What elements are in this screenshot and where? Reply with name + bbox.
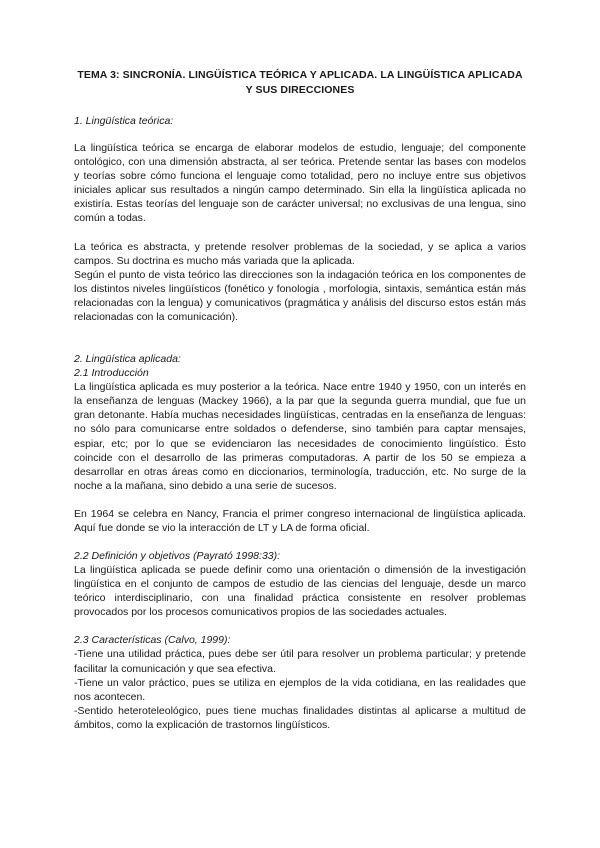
document-title: TEMA 3: SINCRONÍA. LINGÜÍSTICA TEÓRICA Y APLICADA. LA LINGÜÍSTICA APLICADA Y SUS DIRECCIONES	[77, 69, 523, 96]
subsection-heading-intro: 2.1 Introducción	[74, 367, 149, 380]
list-item: -Tiene una utilidad práctica, pues debe ser útil para resolver un problema particular; y pretende facilitar la comunicación y que sea efectiva.	[74, 648, 526, 675]
paragraph: La lingüística aplicada se puede definir como una orientación o dimensión de la investigación lingüística en el conjunto de campos de estudio de las ciencias del lenguaje, desde un marco teórico interdisciplinario, con una finalidad práctica consistente en resolver problemas provocados por los procesos comunicativos propios de las sociedades actuales.	[74, 564, 526, 619]
list-item: -Tiene un valor práctico, pues se utiliza en ejemplos de la vida cotidiana, en las realidades que nos acontecen.	[74, 676, 526, 703]
section-heading-theoretical: 1. Lingüística teórica:	[74, 115, 174, 127]
paragraph: La teórica es abstracta, y pretende resolver problemas de la sociedad, y se aplica a varios campos. Su doctrina es mucho más variada que la aplicada.	[74, 240, 526, 267]
section-heading-applied: 2. Lingüística aplicada:	[74, 353, 181, 366]
paragraph: Según el punto de vista teórico las direcciones son la indagación teórica en los componentes de los distintos niveles lingüísticos (fonético y fonologia , morfologia, sintaxis, semántica están más relacionadas con la lengua) y comunicativos (pragmática y análisis del discurso estos están más relacionadas con la comunicación).	[74, 268, 526, 324]
paragraph: En 1964 se celebra en Nancy, Francia el primer congreso internacional de lingüística aplicada. Aquí fue donde se vio la interacción de LT y LA de forma oficial.	[74, 507, 526, 534]
list-item: -Sentido heteroteleológico, pues tiene muchas finalidades distintas al aplicarse a multitud de ámbitos, como la explicación de trastornos lingüísticos.	[74, 704, 526, 731]
subsection-heading-definition: 2.2 Definición y objetivos (Payrató 1998:33):	[74, 550, 281, 563]
document-page	[74, 68, 526, 732]
subsection-heading-characteristics: 2.3 Características (Calvo, 1999):	[74, 634, 231, 647]
paragraph: La lingüística aplicada es muy posterior a la teórica. Nace entre 1940 y 1950, con un interés en la enseñanza de lenguas (Mackey 1966), a la par que la segunda guerra mundial, que fue un gran detonante. Había muchas necesidades lingüísticas, centradas en la enseñanza de lenguas: no sólo para comunicarse entre soldados o defenderse, sino también para captar mensajes, espiar, etc; por lo que se evidenciaron las necesidades de conocimiento lingüístico. Ésto coincide con el desarrollo de las primeras computadoras. A partir de los 50 se empieza a desarrollar en otras áreas como en diccionarios, terminología, traducción, etc. No surge de la noche a la mañana, sino debido a una serie de sucesos.	[74, 381, 526, 492]
paragraph: La lingüística teórica se encarga de elaborar modelos de estudio, lenguaje; del componente ontológico, con una dimensión abstracta, al ser teórica. Pretende sentar las bases con modelos y teorías sobre cómo funciona el lenguaje como totalidad, pero no incluye entre sus objetivos iniciales aplicar sus resultados a ningún campo determinado. Sin ella la lingüística aplicada no existiría. Estas teorías del lenguaje son de carácter universal; no exclusivas de una lengua, sino común a todas.	[74, 142, 526, 225]
